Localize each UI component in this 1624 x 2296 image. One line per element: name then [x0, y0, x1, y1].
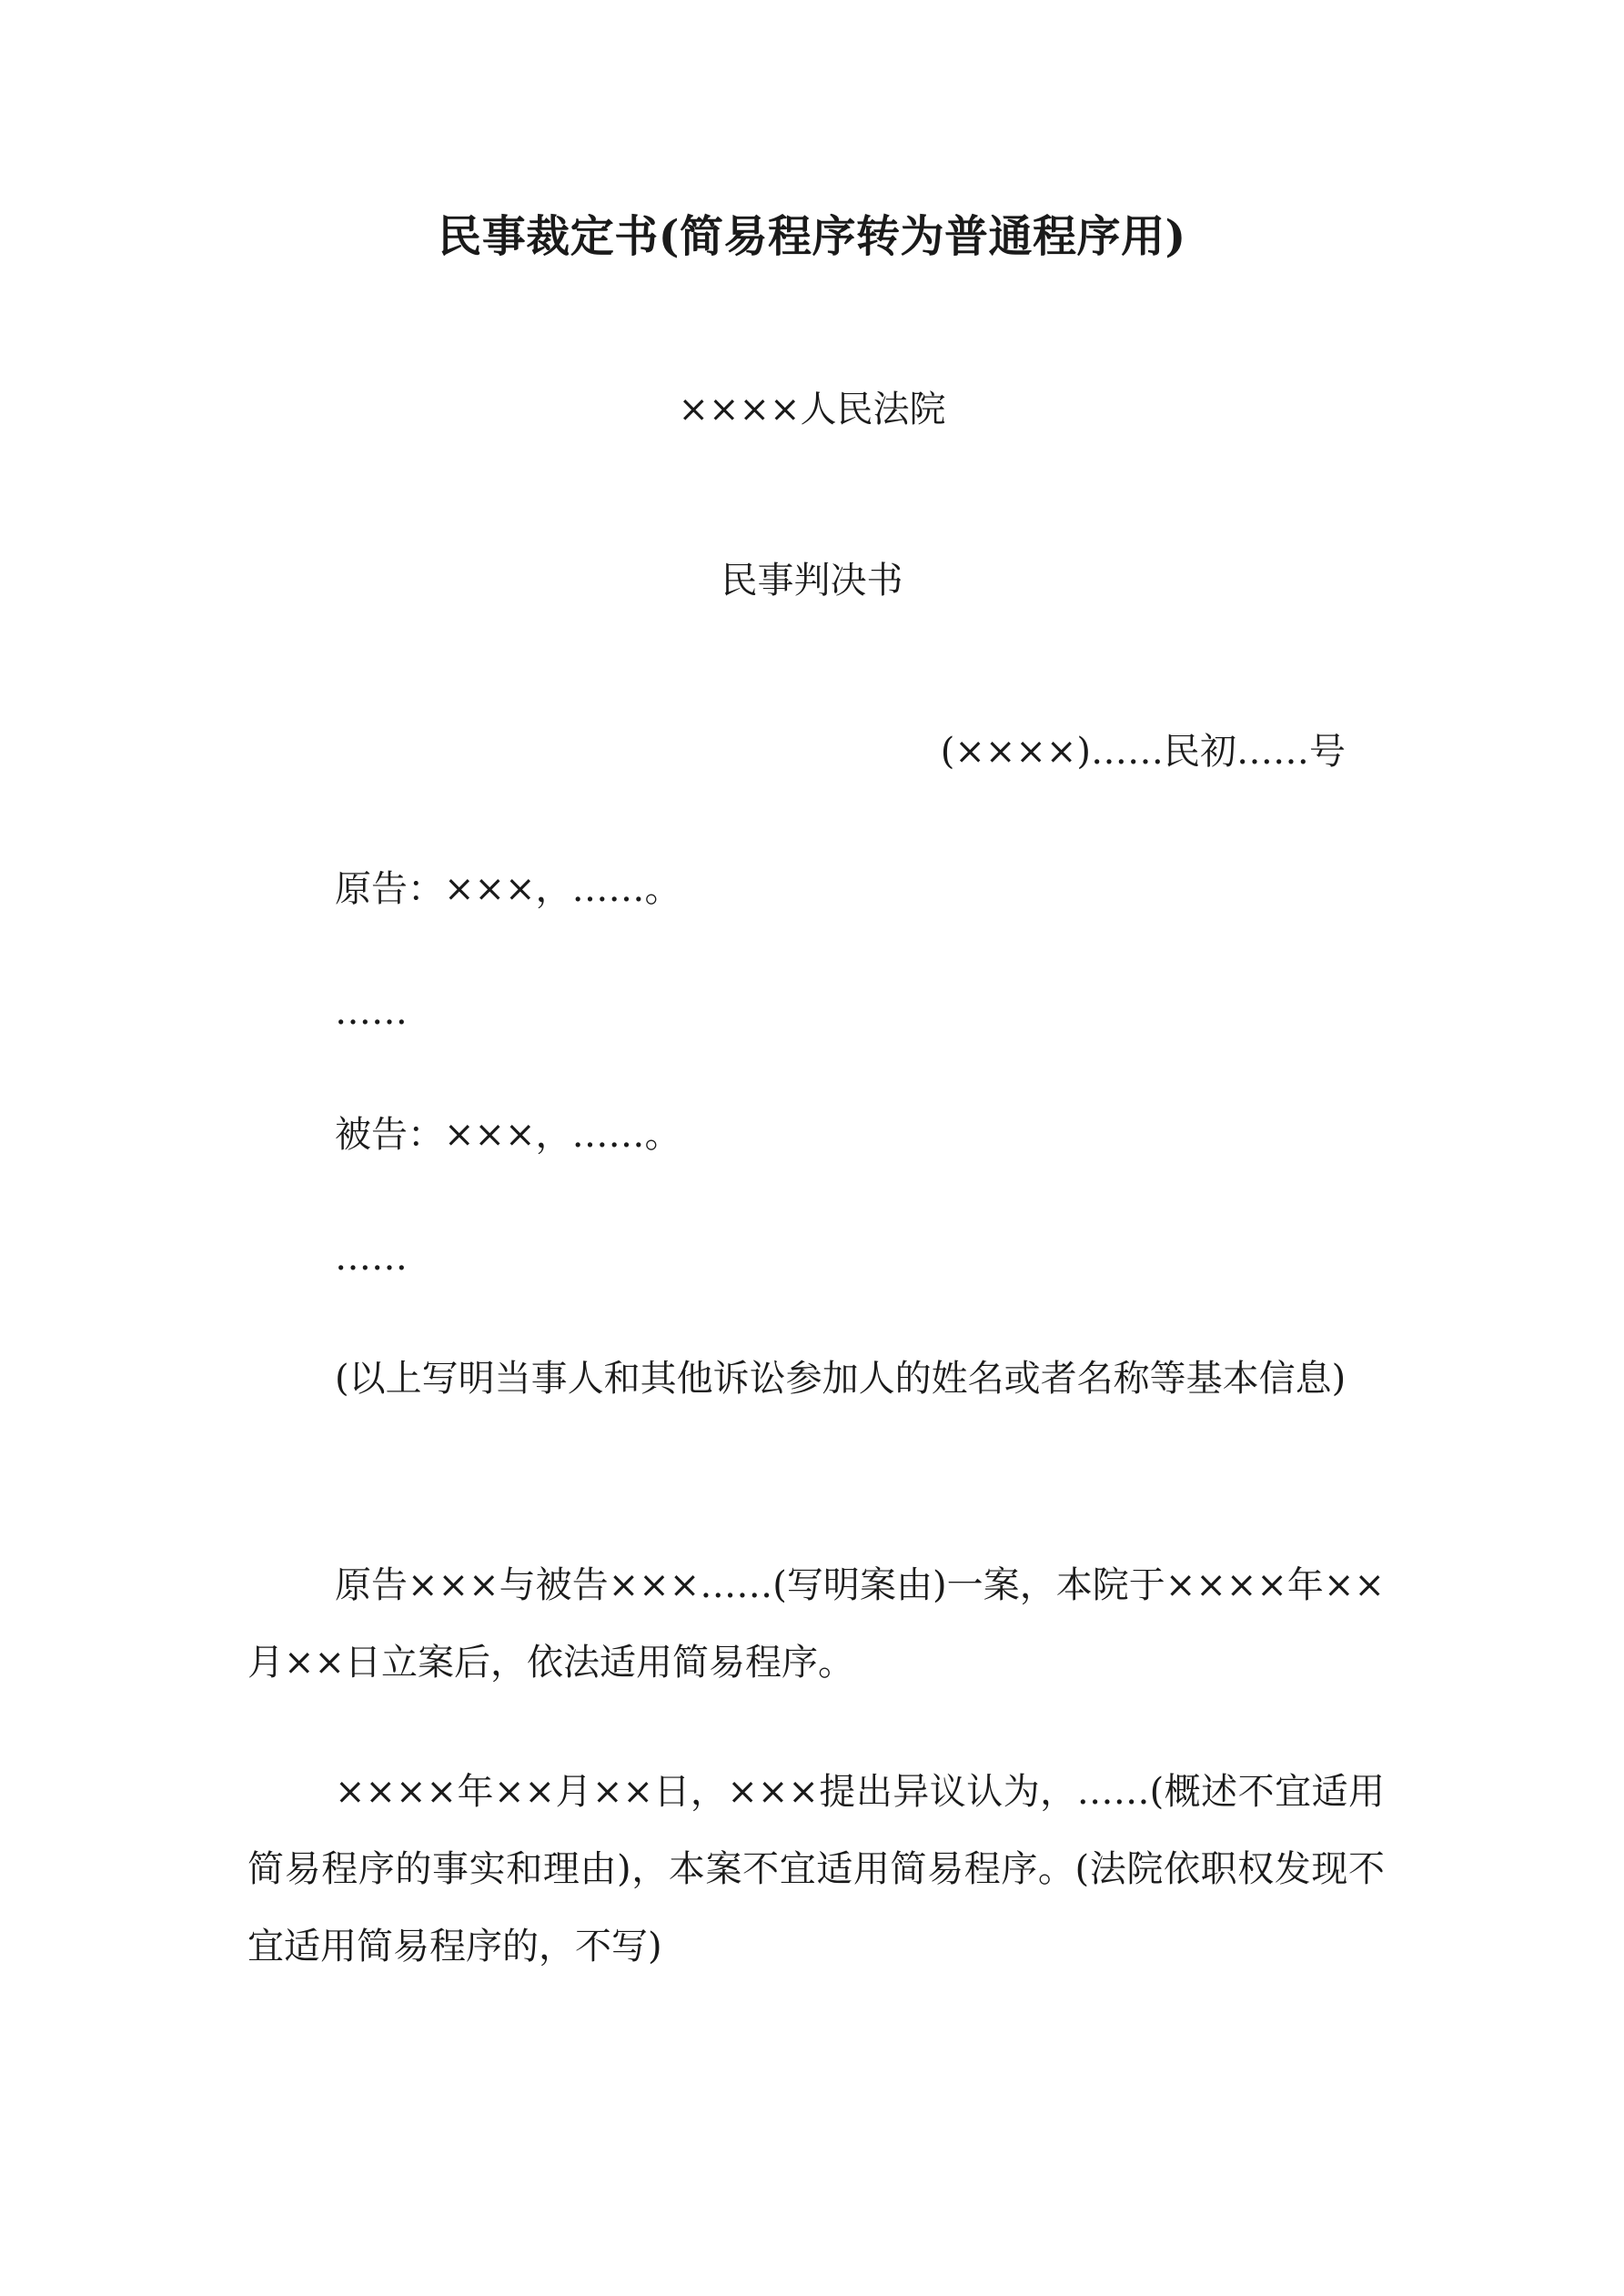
case-filing-paragraph: 原告×××与被告×××……(写明案由)一案，本院于××××年××月××日立案后，依法适用简易程序。 [247, 1564, 1385, 1684]
plaintiff-line: 原告：×××，……。 [335, 868, 681, 910]
court-name: ××××人民法院 [678, 389, 946, 430]
objection-paragraph: ××××年××月××日，×××提出异议认为，……(概述不宜适用简易程序的事实和理由)，本案不宜适用简易程序。(法院依职权发现不宜适用简易程序的，不写) [247, 1771, 1385, 1967]
defendant-line: 被告：×××，……。 [335, 1114, 681, 1156]
defendant-ellipsis: …… [335, 1237, 408, 1279]
document-type: 民事判决书 [721, 560, 903, 602]
parties-note-paragraph: (以上写明当事人和其他诉讼参加人的姓名或者名称等基本信息) [335, 1358, 1347, 1400]
document-title: 民事裁定书(简易程序转为普通程序用) [438, 211, 1186, 262]
case-number: (××××)……民初……号 [940, 731, 1346, 773]
plaintiff-ellipsis: …… [335, 991, 408, 1033]
